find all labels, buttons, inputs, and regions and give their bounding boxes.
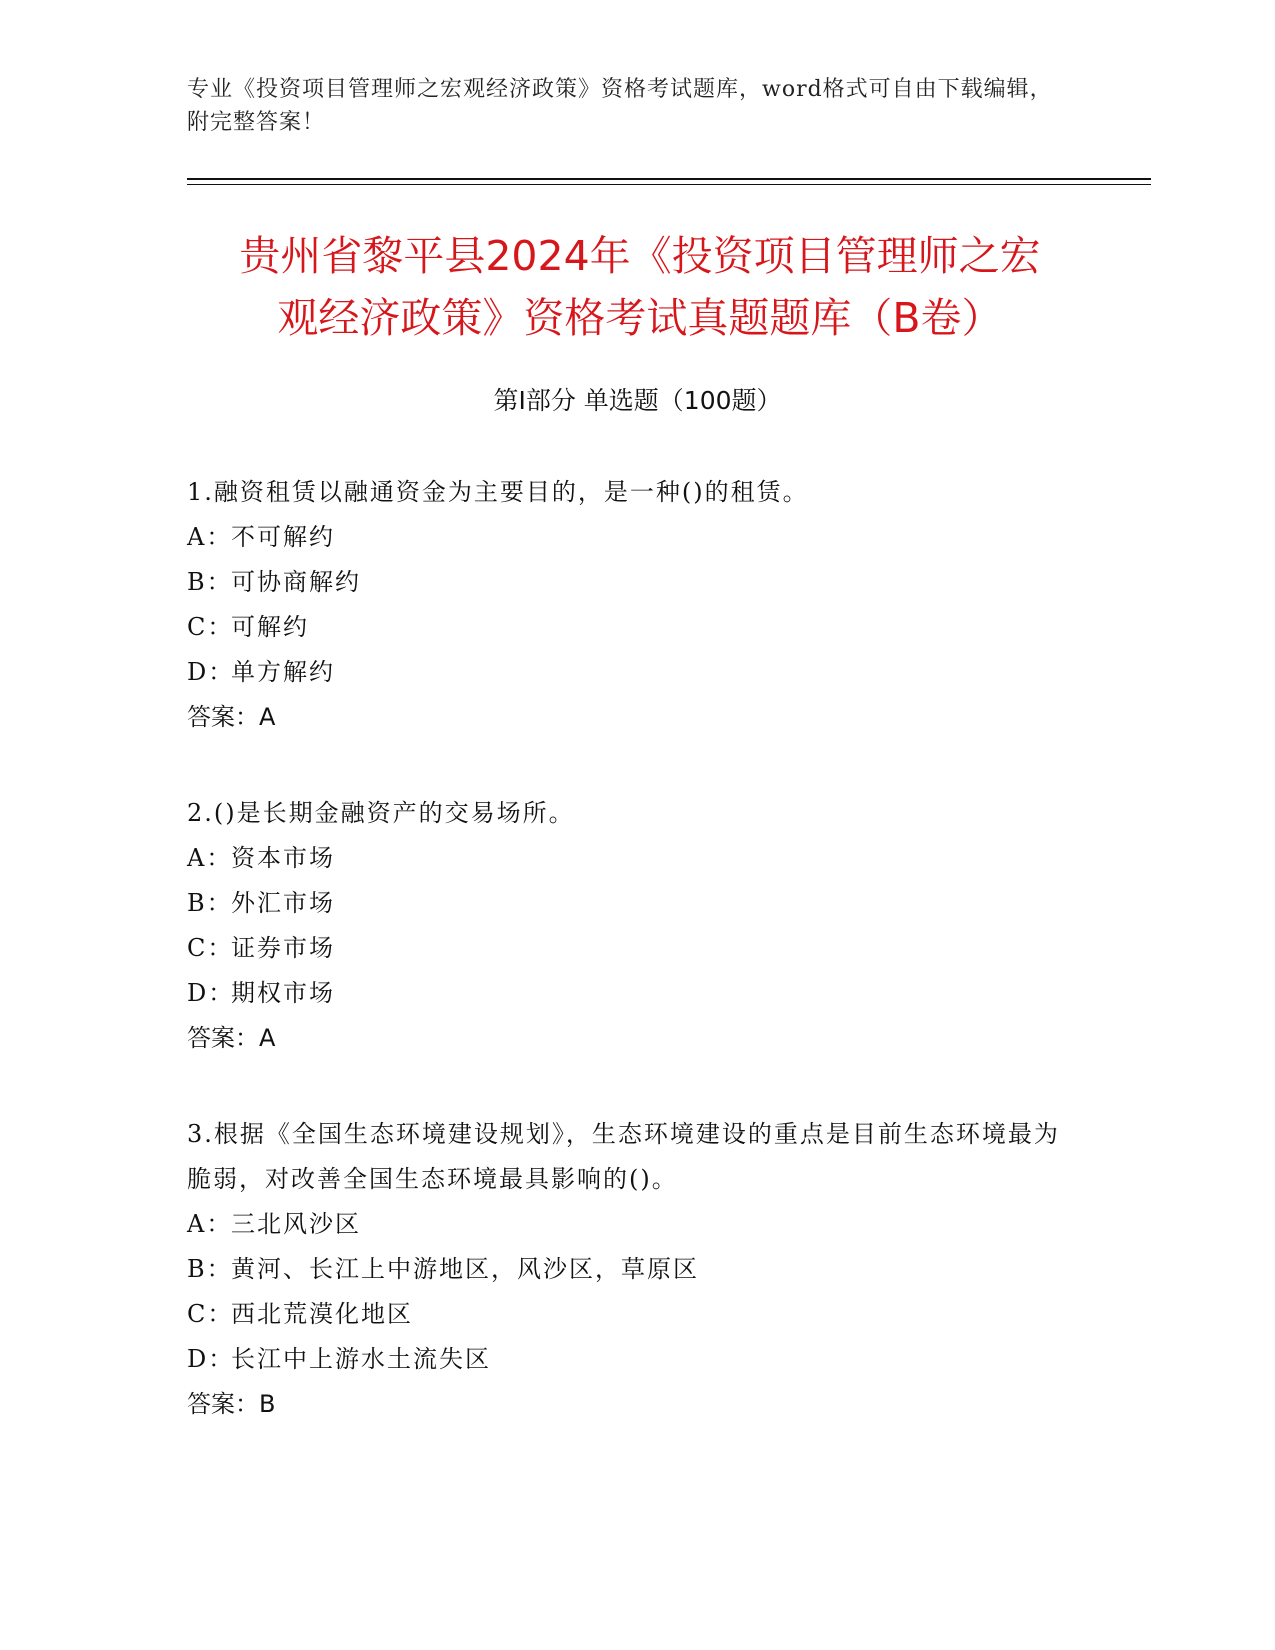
question-item: [187, 470, 1067, 740]
question-list: [187, 470, 1067, 1478]
option-a: [187, 515, 1067, 560]
option-key: B：: [187, 889, 233, 917]
question-stem: 1.融资租赁以融通资金为主要目的，是一种()的租赁。: [187, 478, 809, 506]
option-a: [187, 1202, 1067, 1247]
question-stem: 2.()是长期金融资产的交易场所。: [187, 799, 575, 827]
option-text: 长江中上游水土流失区: [231, 1345, 491, 1373]
question-stem: 3.根据《全国生态环境建设规划》，生态环境建设的重点是目前生态环境最为脆弱，对改善全国生态环境最具影响的()。: [187, 1120, 1060, 1193]
section-heading: 第I部分 单选题（100题）: [493, 386, 782, 415]
option-text: 证券市场: [231, 934, 335, 962]
option-text: 三北风沙区: [231, 1210, 361, 1238]
header-note: 专业《投资项目管理师之宏观经济政策》资格考试题库，word格式可自由下载编辑，附完整答案！: [187, 77, 1053, 135]
option-key: D：: [187, 979, 235, 1007]
option-c: [187, 926, 1067, 971]
option-text: 西北荒漠化地区: [231, 1300, 413, 1328]
document-title: [180, 225, 1100, 349]
option-text: 单方解约: [231, 658, 335, 686]
document-title-line-1: 贵州省黎平县2024年《投资项目管理师之宏: [239, 232, 1041, 280]
option-d: [187, 1337, 1067, 1382]
option-c: [187, 605, 1067, 650]
option-key: A：: [187, 844, 233, 872]
option-key: C：: [187, 1300, 234, 1328]
option-d: [187, 971, 1067, 1016]
option-d: [187, 650, 1067, 695]
option-b: [187, 560, 1067, 605]
answer-line: 答案：A: [187, 703, 276, 731]
answer-line: 答案：A: [187, 1024, 276, 1052]
answer-line: 答案：B: [187, 1390, 276, 1418]
option-key: D：: [187, 1345, 235, 1373]
option-a: [187, 836, 1067, 881]
option-key: A：: [187, 1210, 233, 1238]
option-key: B：: [187, 568, 233, 596]
option-key: B：: [187, 1255, 233, 1283]
option-key: A：: [187, 523, 233, 551]
option-text: 不可解约: [231, 523, 335, 551]
document-title-line-2: 观经济政策》资格考试真题题库（B卷）: [277, 294, 1003, 342]
option-text: 可解约: [231, 613, 309, 641]
option-b: [187, 1247, 1067, 1292]
option-text: 期权市场: [231, 979, 335, 1007]
option-b: [187, 881, 1067, 926]
question-item: [187, 1112, 1067, 1427]
option-text: 黄河、长江上中游地区，风沙区，草原区: [231, 1255, 699, 1283]
header-divider-thick: [187, 178, 1151, 180]
header-divider-thin: [187, 184, 1151, 185]
option-text: 资本市场: [231, 844, 335, 872]
option-text: 可协商解约: [231, 568, 361, 596]
option-c: [187, 1292, 1067, 1337]
option-key: C：: [187, 613, 234, 641]
question-item: [187, 791, 1067, 1061]
option-key: D：: [187, 658, 235, 686]
option-key: C：: [187, 934, 234, 962]
option-text: 外汇市场: [231, 889, 335, 917]
